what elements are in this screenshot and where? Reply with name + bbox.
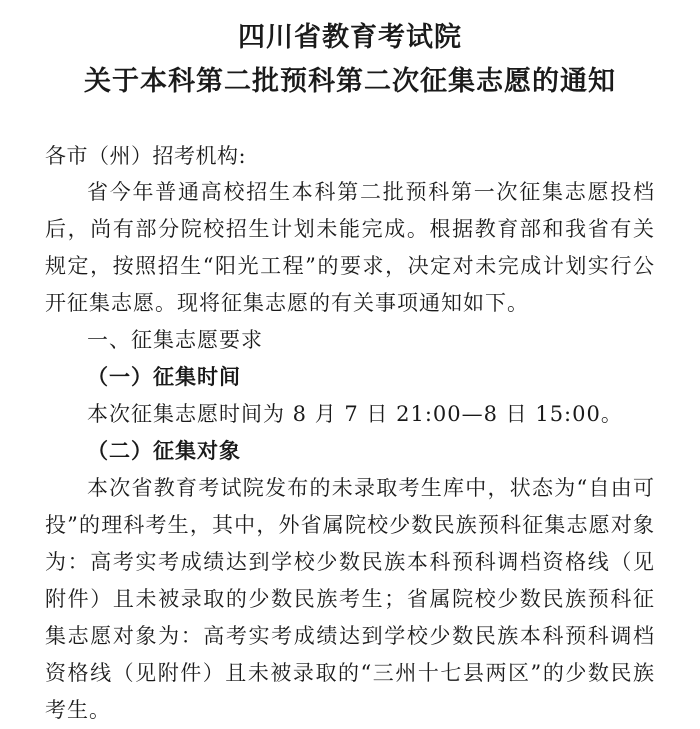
intro-paragraph: 省今年普通高校招生本科第二批预科第一次征集志愿投档后，尚有部分院校招生计划未能完成。根据教育部和我省有关规定，按照招生“阳光工程”的要求，决定对未完成计划实行公开征集志愿。现将征集志愿的有关事项通知如下。 [45, 180, 655, 315]
salutation: 各市（州）招考机构: [45, 144, 247, 168]
subsection-heading-time: （一）征集时间 [87, 365, 241, 389]
subsection-heading-targets: （二）征集对象 [87, 439, 241, 463]
subsection-text-time: 本次征集志愿时间为 8 月 7 日 21:00—8 日 15:00。 [87, 402, 623, 426]
document-title-issuer: 四川省教育考试院 [238, 22, 462, 53]
document-title-subject: 关于本科第二批预科第二次征集志愿的通知 [84, 66, 616, 97]
section-heading-requirements: 一、征集志愿要求 [87, 328, 263, 352]
subsection-text-targets: 本次省教育考试院发布的未录取考生库中，状态为“自由可投”的理科考生，其中，外省属院校少数民族预科征集志愿对象为：高考实考成绩达到学校少数民族本科预科调档资格线（见附件）且未被录取的少数民族考生；省属院校少数民族预科征集志愿对象为：高考实考成绩达到学校少数民族本科预科调档资格线（见附件）且未被录取的“三州十七县两区”的少数民族考生。 [45, 476, 655, 722]
